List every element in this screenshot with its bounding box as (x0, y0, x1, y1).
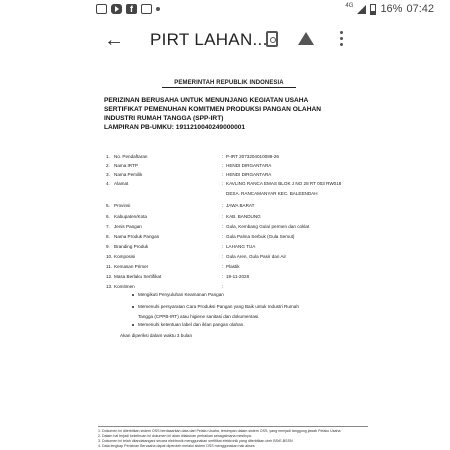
maps-icon (141, 4, 152, 14)
system-status (345, 3, 434, 15)
document-title-block (104, 96, 348, 132)
footnote: 3. Dokumen ini telah ditandatangani secara elektronik menggunakan sertifikat elektronik yang diterbitkan oleh BSrE-BSSN (98, 439, 293, 443)
drive-icon[interactable] (298, 32, 314, 45)
network-type: 4G (345, 3, 354, 9)
komitmen-item: Memenuhi ketentuan label dan iklan pangan olahan. (138, 322, 245, 327)
back-arrow-icon[interactable]: ← (104, 29, 124, 51)
app-bar (0, 20, 450, 60)
open-with-icon[interactable] (266, 31, 278, 47)
title-line: SERTIFIKAT PEMENUHAN KOMITMEN PRODUKSI PANGAN OLAHAN (104, 106, 321, 113)
battery-icon (370, 4, 376, 15)
title-line: PERIZINAN BERUSAHA UNTUK MENUNJANG KEGIATAN USAHA (104, 97, 309, 104)
footnote: 4. Data lengkap Perizinan Berusaha dapat diperoleh melalui sistem OSS menggunakan hak akses (98, 444, 255, 448)
title-line: INDUSTRI RUMAH TANGGA (SPP-IRT) (104, 115, 224, 122)
footer-divider (98, 426, 368, 427)
clock: 07:42 (406, 3, 434, 15)
battery-percent: 16% (380, 3, 403, 15)
youtube-icon (111, 4, 122, 14)
notification-icons (96, 4, 160, 14)
validity-note: Akan diperiksi dalam waktu 3 bulan (120, 333, 193, 338)
komitmen-item: Mengikuti Penyuluhan Keamanan Pangan (138, 292, 224, 297)
bullet (132, 294, 134, 296)
more-options-icon[interactable] (340, 31, 344, 46)
document-title: PIRT LAHAN... (150, 30, 268, 49)
komitmen-item: Tangga (CPPB-IRT) atau higiene sanitasi dan dokumentasi. (138, 314, 260, 319)
bullet (132, 324, 134, 326)
bullet (132, 306, 134, 308)
title-line: LAMPIRAN PB-UMKU: 1911210040249000001 (104, 124, 246, 131)
signal-icon (357, 5, 366, 14)
inbox-icon (96, 4, 107, 14)
document-page: PEMERINTAH REPUBLIK INDONESIA PERIZINAN BERUSAHA UNTUK MENUNJANG KEGIATAN USAHA SERTIFIKAT PEMENUHAN KOMITMEN PRODUKSI PANGAN OLAHAN INDUSTRI RUMAH TANGGA (SPP-IRT) LAMPIRAN PB-UMKU: 1911210040249000001 1. No. Pendaftaran : P-IRT 2073204010089-26 2. Nama IRTP : HENDI DIRGANTARA 3. Nama Pemilik : HENDI DIRGANTARA 4. Alamat : KAVLING RANCA EMAS BLOK J NO 28 RT 003 RW018 DESA. RANCAMANYAR KEC. BALEENDAH 5. Provinsi : JAWA BARAT 6. Kabupaten/Kota : KAB. BANDUNG 7. Jenis Pangan : Gula, Kembang Gula/ permen dan coklat 8. Nama Produk Pangan : Gula Palma Serbuk (Gula Semut) 9. Branding Produk : LAHANG TUA 10. Komposisi : Gula Aren, Gula Pasir dan Air 11. Kemasan Primer : Plastik 12. Masa Berlaku Sertifikat : 19-11-2026 13. Komitmen : Mengikuti Penyuluhan Keamanan Pangan Memenuhi persyaratan Cara Produksi Pangan yang Baik untuk Industri Rumah Tangga (CPPB-IRT) atau higiene sanitasi dan dokumentasi. Memenuhi ketentuan label dan iklan pangan olahan. Akan diperiksi dalam waktu 3 bulan 1. Dokumen ini diterbitkan sistem OSS berdasarkan data dari Pelaku Usaha, tersimpan dalam sistem OSS, yang menjadi tanggung jawab Pelaku Usaha 2. Dalam hal terjadi kekeliruan isi dokumen ini akan dilakukan perbaikan sebagaimana mestinya. 3. Dokumen ini telah ditandatangani secara elektronik menggunakan sertifikat elektronik yang diterbitkan oleh BSrE-BSSN 4. Data lengkap Perizinan Berusaha dapat diperoleh melalui sistem OSS menggunakan hak akses (84, 66, 376, 450)
footnote: 1. Dokumen ini diterbitkan sistem OSS berdasarkan data dari Pelaku Usaha, tersimpan dalam sistem OSS, yang menjadi tanggung jawab Pelaku Usaha (98, 429, 341, 433)
footnote: 2. Dalam hal terjadi kekeliruan isi dokumen ini akan dilakukan perbaikan sebagaimana mestinya. (98, 434, 252, 438)
dot-icon (156, 7, 160, 11)
document-header: PEMERINTAH REPUBLIK INDONESIA (162, 80, 296, 88)
status-bar (0, 0, 450, 20)
komitmen-item: Memenuhi persyaratan Cara Produksi Pangan yang Baik untuk Industri Rumah (138, 304, 299, 309)
facebook-icon: f (126, 4, 137, 14)
